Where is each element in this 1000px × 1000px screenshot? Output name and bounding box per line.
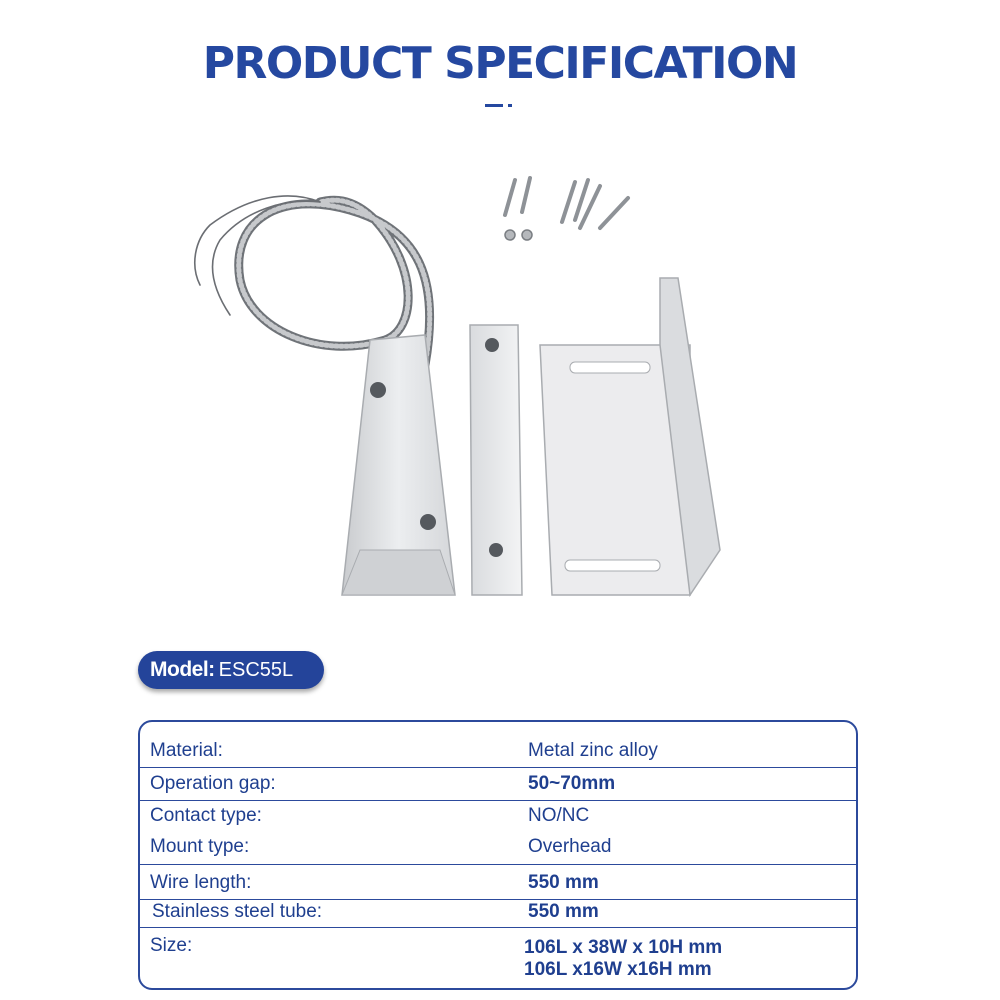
spec-key: Material: xyxy=(150,740,223,761)
title-underline-dot xyxy=(508,104,512,107)
product-image xyxy=(170,150,850,620)
row-divider xyxy=(140,800,856,801)
spec-value: Metal zinc alloy xyxy=(528,740,658,761)
sensor-body xyxy=(342,335,455,595)
row-divider xyxy=(140,927,856,928)
model-label: Model: xyxy=(150,658,215,681)
spec-value: 550 mm xyxy=(528,872,599,893)
spec-value-line1: 106L x 38W x 10H mm xyxy=(524,937,723,958)
spec-key: Operation gap: xyxy=(150,773,276,794)
title-underline xyxy=(485,104,503,107)
row-divider xyxy=(140,767,856,768)
spec-value-line2: 106L x16W x16H mm xyxy=(524,959,712,980)
l-bracket xyxy=(540,278,720,595)
spec-key: Contact type: xyxy=(150,805,262,826)
spec-value: NO/NC xyxy=(528,805,590,826)
spec-value: Overhead xyxy=(528,836,612,857)
page-title: PRODUCT SPECIFICATION xyxy=(202,38,798,89)
row-divider xyxy=(140,899,856,900)
spec-value: 50~70mm xyxy=(528,773,616,794)
model-badge xyxy=(138,651,324,689)
model-value: ESC55L xyxy=(218,658,294,681)
spec-key: Size: xyxy=(150,935,193,956)
screws xyxy=(505,178,628,240)
spec-key: Stainless steel tube: xyxy=(152,901,323,922)
spec-value: 550 mm xyxy=(528,901,599,922)
spec-table xyxy=(138,720,858,990)
spec-key: Mount type: xyxy=(150,836,250,857)
spec-key: Wire length: xyxy=(150,872,252,893)
magnet xyxy=(470,325,522,595)
row-divider xyxy=(140,864,856,865)
